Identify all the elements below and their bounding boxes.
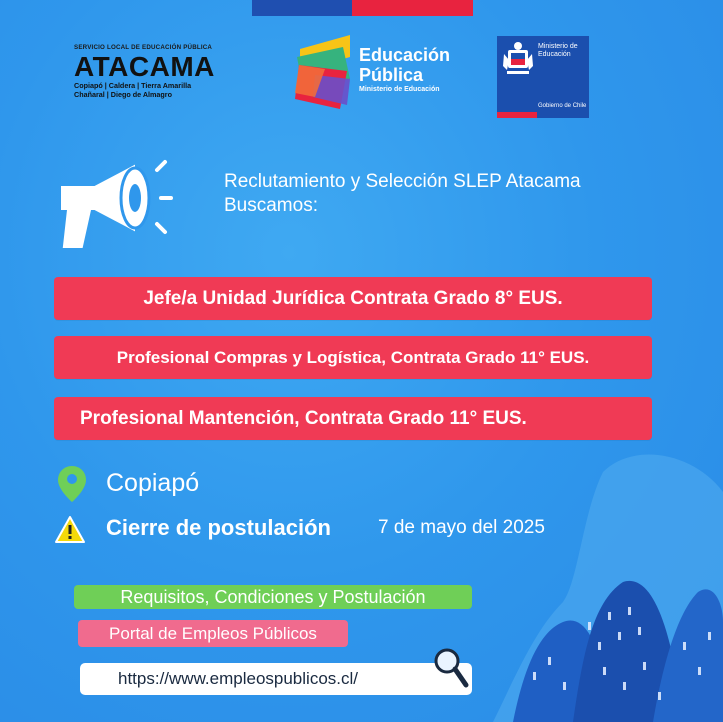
educacion-publica-mark-icon: [295, 35, 355, 115]
warning-icon: [54, 515, 86, 545]
coat-of-arms-icon: [501, 40, 535, 80]
logo-towns-line2: Chañaral | Diego de Almagro: [74, 90, 172, 99]
logo-towns-line1: Copiapó | Caldera | Tierra Amarilla: [74, 81, 192, 90]
requirements-label: Requisitos, Condiciones y Postulación: [74, 585, 472, 609]
deadline-label: Cierre de postulación: [106, 515, 331, 540]
intro-text: [224, 170, 581, 218]
job-banner-3: Profesional Mantención, Contrata Grado 11° EUS.: [54, 397, 652, 440]
location-pin-icon: [58, 466, 86, 502]
ministerio-name-text: Ministerio de Educación: [538, 43, 578, 58]
ministerio-red-bar: [497, 112, 537, 118]
educacion-publica-logo: [295, 35, 475, 115]
edu-logo-line2: Pública: [359, 65, 424, 85]
edu-logo-line3: Ministerio de Educación: [359, 86, 440, 93]
portal-url[interactable]: https://www.empleospublicos.cl/: [80, 663, 472, 695]
logo-atacama-name: ATACAMA: [74, 51, 215, 82]
decorative-mountains-icon: [493, 432, 723, 722]
edu-logo-line1: Educación: [359, 45, 451, 65]
location-text: Copiapó: [106, 469, 200, 497]
logo-service-name: SERVICIO LOCAL DE EDUCACIÓN PÚBLICA: [74, 44, 213, 51]
ministerio-educacion-logo: [497, 36, 589, 118]
slep-atacama-logo: [74, 44, 234, 99]
intro-line1: Reclutamiento y Selección SLEP Atacama: [224, 171, 581, 192]
deadline-date: 7 de mayo del 2025: [378, 517, 545, 538]
ministerio-name: [538, 43, 589, 59]
megaphone-icon: [55, 158, 175, 258]
magnifier-icon: [433, 647, 473, 691]
job-banner-2: Profesional Compras y Logística, Contrata Grado 11° EUS.: [54, 336, 652, 379]
portal-label: Portal de Empleos Públicos: [78, 620, 348, 647]
job-banner-1: Jefe/a Unidad Jurídica Contrata Grado 8° EUS.: [54, 277, 652, 320]
gobierno-de-chile: Gobierno de Chile: [538, 103, 587, 109]
intro-line2: Buscamos:: [224, 195, 318, 216]
flag-bar: [252, 0, 473, 16]
